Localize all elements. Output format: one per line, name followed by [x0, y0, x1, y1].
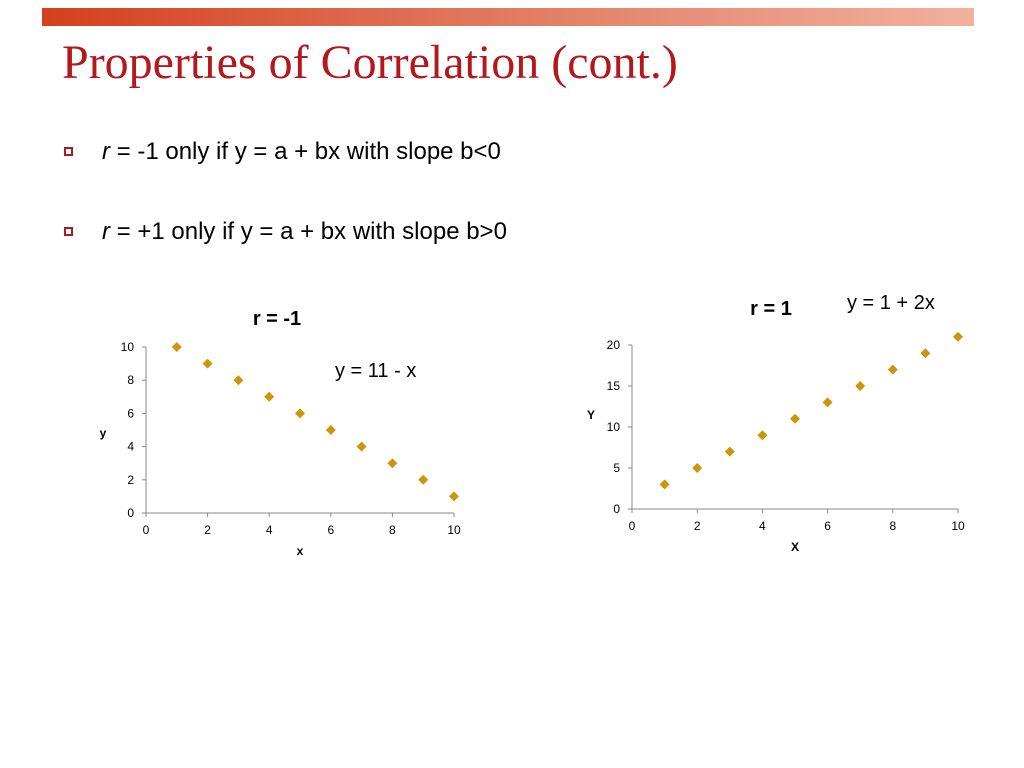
data-point: [757, 430, 767, 440]
x-axis-label: x: [296, 544, 304, 558]
data-point: [387, 458, 397, 468]
chart-positive-correlation: [587, 298, 965, 554]
x-tick-label: 6: [824, 519, 831, 533]
x-tick-label: 0: [628, 519, 636, 533]
data-point: [855, 381, 865, 391]
x-tick-label: 8: [889, 519, 897, 533]
data-point: [449, 491, 459, 501]
y-axis-label: y: [99, 426, 107, 440]
data-point: [660, 479, 670, 489]
y-tick-label: 10: [606, 420, 620, 434]
y-tick-label: 10: [120, 340, 134, 354]
y-tick-label: 2: [127, 472, 134, 487]
x-tick-label: 4: [759, 519, 766, 533]
data-point: [295, 408, 305, 418]
y-tick-label: 8: [127, 373, 134, 388]
slide-title: Properties of Correlation (cont.): [62, 36, 678, 89]
data-point: [725, 447, 735, 457]
data-point: [953, 332, 963, 342]
chart-negative-correlation: [100, 308, 461, 558]
data-point: [172, 342, 182, 352]
y-tick-label: 20: [606, 338, 620, 352]
data-point: [692, 463, 702, 473]
data-point: [920, 348, 930, 358]
data-point: [357, 442, 367, 452]
y-tick-label: 0: [127, 506, 134, 520]
data-point: [888, 365, 898, 375]
x-tick-label: 8: [389, 523, 396, 537]
y-tick-label: 5: [613, 461, 620, 475]
variable-r: r: [102, 218, 110, 245]
x-axis-label: X: [790, 540, 800, 554]
variable-r: r: [102, 138, 110, 165]
x-tick-label: 10: [447, 523, 461, 537]
chart-title: r = 1: [750, 298, 792, 320]
x-tick-label: 10: [951, 519, 965, 533]
data-point: [326, 425, 336, 435]
x-tick-label: 4: [265, 523, 273, 537]
data-point: [823, 397, 833, 407]
equation-annotation-right: y = 1 + 2x: [847, 292, 935, 314]
x-tick-label: 6: [327, 523, 335, 537]
bullet-statement: = +1 only if y = a + bx with slope b>0: [110, 218, 507, 245]
x-tick-label: 2: [693, 519, 701, 533]
x-tick-label: 0: [142, 523, 150, 537]
data-point: [203, 359, 213, 369]
y-tick-label: 6: [127, 406, 134, 421]
y-tick-label: 0: [613, 502, 620, 516]
y-tick-label: 15: [606, 379, 620, 393]
equation-annotation-left: y = 11 - x: [335, 360, 417, 382]
y-tick-label: 4: [127, 439, 134, 454]
x-tick-label: 2: [204, 523, 211, 537]
chart-title: r = -1: [252, 308, 302, 330]
data-point: [233, 375, 243, 385]
bullet-statement: = -1 only if y = a + bx with slope b<0: [110, 138, 501, 165]
data-point: [264, 392, 274, 402]
data-point: [790, 414, 800, 424]
y-axis-label: Y: [586, 408, 596, 422]
data-point: [418, 475, 428, 485]
